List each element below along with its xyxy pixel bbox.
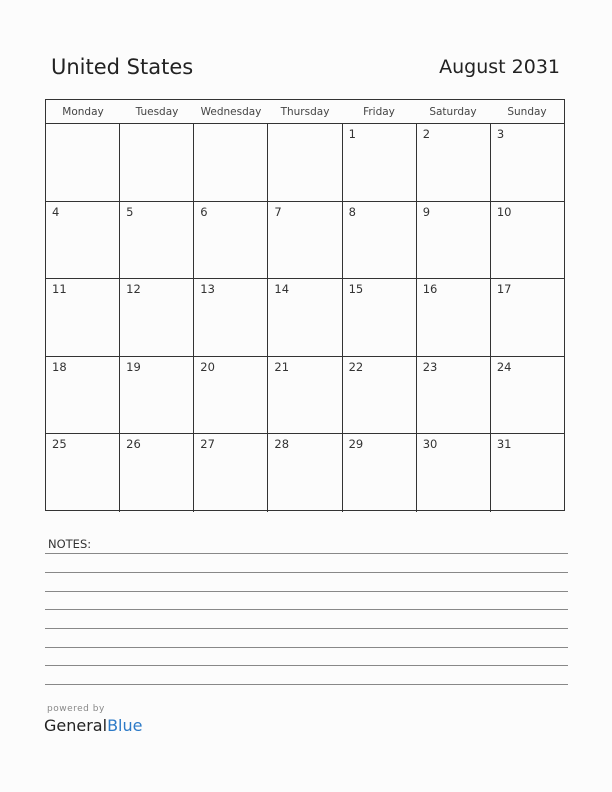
month-title: August 2031	[439, 56, 560, 78]
weekday-header-monday: Monday	[62, 106, 104, 118]
weekday-header-sunday: Sunday	[507, 106, 547, 118]
note-line	[45, 609, 568, 610]
day-number: 18	[52, 359, 67, 374]
note-line	[45, 684, 568, 685]
day-number: 27	[200, 437, 215, 452]
day-cell	[491, 357, 564, 434]
day-number: 20	[200, 359, 215, 374]
day-number: 28	[274, 437, 290, 452]
day-number: 15	[348, 282, 364, 297]
week-row	[46, 202, 564, 280]
day-number: 1	[348, 127, 356, 141]
day-cell	[194, 124, 268, 201]
brand-logo	[44, 716, 142, 735]
weekday-header-tuesday: Tuesday	[135, 106, 179, 118]
day-number: 3	[496, 127, 505, 141]
note-line	[45, 553, 568, 554]
day-number: 8	[348, 204, 356, 219]
day-cell	[120, 124, 194, 201]
day-cell	[417, 357, 491, 434]
day-number: 11	[52, 282, 67, 297]
day-cell	[343, 357, 417, 434]
weekday-header-saturday: Saturday	[429, 106, 477, 118]
day-cell	[491, 434, 564, 512]
day-cell	[417, 124, 491, 201]
day-number: 4	[52, 204, 60, 219]
weekday-header-thursday: Thursday	[280, 106, 330, 118]
day-cell	[268, 357, 342, 434]
brand-blue-text: Blue	[107, 716, 143, 735]
weekday-header-friday: Friday	[363, 106, 395, 118]
powered-by-text: powered by	[47, 704, 105, 714]
notes-label: NOTES:	[48, 537, 92, 551]
day-cell	[268, 202, 342, 279]
day-number: 16	[422, 282, 438, 297]
day-number: 14	[274, 282, 290, 297]
note-line	[45, 665, 568, 666]
day-cell	[194, 434, 268, 512]
note-line	[45, 572, 568, 573]
day-number: 31	[496, 437, 512, 452]
day-cell	[343, 279, 417, 356]
day-cell	[343, 202, 417, 279]
day-number: 12	[126, 282, 141, 297]
day-cell	[417, 434, 491, 512]
day-cell	[46, 124, 120, 201]
day-cell	[268, 434, 342, 512]
weeks-container	[46, 124, 564, 511]
day-cell	[46, 434, 120, 512]
day-number: 2	[422, 127, 431, 141]
day-number: 17	[496, 282, 512, 297]
day-cell	[46, 202, 120, 279]
day-cell	[343, 124, 417, 201]
day-cell	[194, 202, 268, 279]
day-number: 13	[200, 282, 215, 297]
day-cell	[120, 202, 194, 279]
day-number: 25	[52, 437, 67, 452]
day-number: 6	[200, 204, 208, 219]
day-number: 24	[496, 359, 512, 374]
day-cell	[46, 279, 120, 356]
day-cell	[120, 279, 194, 356]
week-row	[46, 124, 564, 202]
day-cell	[343, 434, 417, 512]
day-cell	[194, 357, 268, 434]
week-row	[46, 434, 564, 512]
day-number: 22	[348, 359, 364, 374]
weekday-header-wednesday: Wednesday	[200, 106, 262, 118]
day-number: 21	[274, 359, 290, 374]
day-number: 5	[126, 204, 134, 219]
day-cell	[120, 357, 194, 434]
country-title: United States	[51, 55, 194, 79]
day-cell	[268, 124, 342, 201]
day-number: 26	[126, 437, 141, 452]
day-cell	[46, 357, 120, 434]
brand-general-text: General	[44, 716, 108, 735]
note-line	[45, 628, 568, 629]
day-number: 9	[422, 204, 431, 219]
week-row	[46, 279, 564, 357]
day-cell	[491, 279, 564, 356]
day-cell	[417, 202, 491, 279]
weekday-header-row	[46, 100, 564, 124]
week-row	[46, 357, 564, 435]
day-cell	[194, 279, 268, 356]
day-number: 10	[496, 204, 512, 219]
day-number: 7	[274, 204, 282, 219]
day-number: 30	[422, 437, 438, 452]
day-cell	[120, 434, 194, 512]
day-cell	[417, 279, 491, 356]
note-line	[45, 647, 568, 648]
note-line	[45, 591, 568, 592]
day-cell	[268, 279, 342, 356]
day-number: 19	[126, 359, 141, 374]
day-number: 29	[348, 437, 364, 452]
day-cell	[491, 124, 564, 201]
calendar-grid	[45, 99, 565, 511]
day-number: 23	[422, 359, 438, 374]
day-cell	[491, 202, 564, 279]
